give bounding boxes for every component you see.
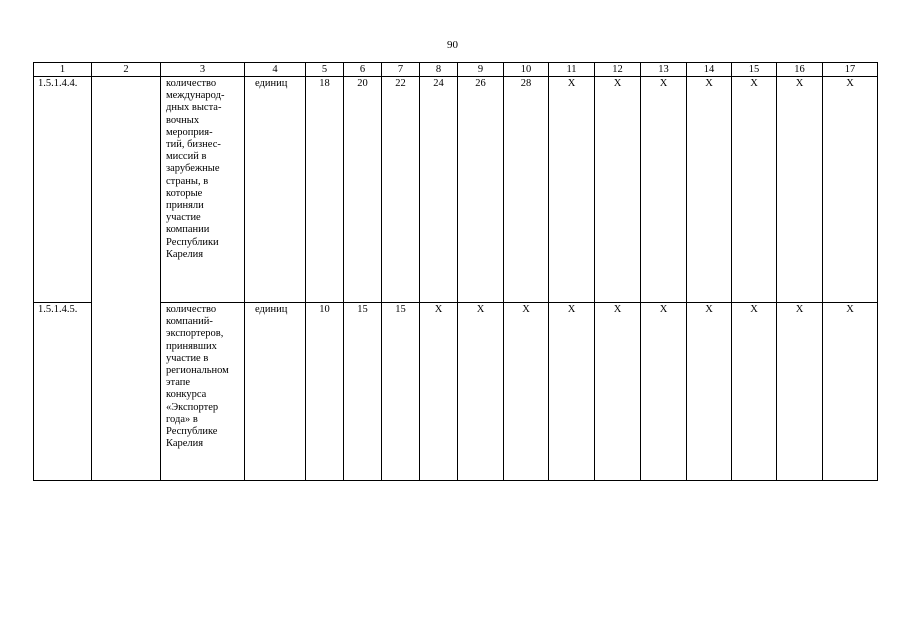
- value-cell: X: [549, 77, 595, 303]
- value-cell: 15: [382, 303, 420, 481]
- header-cell: 6: [344, 63, 382, 77]
- value-cell: X: [595, 77, 641, 303]
- indicator-name: количество компаний- экспортеров, принявших участие в региональном этапе конкурса «Экспортер года» в Республике Карелия: [161, 303, 245, 481]
- value-cell: 22: [382, 77, 420, 303]
- header-cell: 10: [504, 63, 549, 77]
- header-cell: 5: [306, 63, 344, 77]
- value-cell: 24: [420, 77, 458, 303]
- value-cell: X: [687, 77, 732, 303]
- value-cell: X: [458, 303, 504, 481]
- value-cell: X: [595, 303, 641, 481]
- header-cell: 1: [34, 63, 92, 77]
- header-cell: 7: [382, 63, 420, 77]
- header-cell: 16: [777, 63, 823, 77]
- merged-empty-cell: [92, 77, 161, 481]
- indicator-table: [33, 62, 878, 481]
- table-row: [34, 303, 878, 481]
- value-cell: X: [549, 303, 595, 481]
- table-row: [34, 77, 878, 303]
- header-cell: 11: [549, 63, 595, 77]
- header-cell: 14: [687, 63, 732, 77]
- value-cell: 18: [306, 77, 344, 303]
- value-cell: X: [687, 303, 732, 481]
- page-number: 90: [447, 39, 458, 51]
- header-cell: 12: [595, 63, 641, 77]
- value-cell: X: [777, 77, 823, 303]
- header-cell: 4: [245, 63, 306, 77]
- value-cell: 10: [306, 303, 344, 481]
- header-cell: 17: [823, 63, 878, 77]
- unit-cell: единиц: [245, 77, 306, 303]
- header-cell: 8: [420, 63, 458, 77]
- header-cell: 13: [641, 63, 687, 77]
- value-cell: X: [732, 303, 777, 481]
- value-cell: X: [823, 303, 878, 481]
- row-code: 1.5.1.4.5.: [34, 303, 92, 481]
- value-cell: X: [641, 77, 687, 303]
- header-row: [34, 63, 878, 77]
- value-cell: X: [504, 303, 549, 481]
- header-cell: 9: [458, 63, 504, 77]
- value-cell: X: [420, 303, 458, 481]
- value-cell: 26: [458, 77, 504, 303]
- header-cell: 15: [732, 63, 777, 77]
- header-cell: 2: [92, 63, 161, 77]
- header-cell: 3: [161, 63, 245, 77]
- indicator-name: количество международ- дных выста- вочных мероприя- тий, бизнес- миссий в зарубежные страны, в которые приняли участие компании Республики Карелия: [161, 77, 245, 303]
- value-cell: 15: [344, 303, 382, 481]
- value-cell: X: [732, 77, 777, 303]
- value-cell: X: [823, 77, 878, 303]
- value-cell: X: [641, 303, 687, 481]
- unit-cell: единиц: [245, 303, 306, 481]
- row-code: 1.5.1.4.4.: [34, 77, 92, 303]
- value-cell: 28: [504, 77, 549, 303]
- value-cell: X: [777, 303, 823, 481]
- value-cell: 20: [344, 77, 382, 303]
